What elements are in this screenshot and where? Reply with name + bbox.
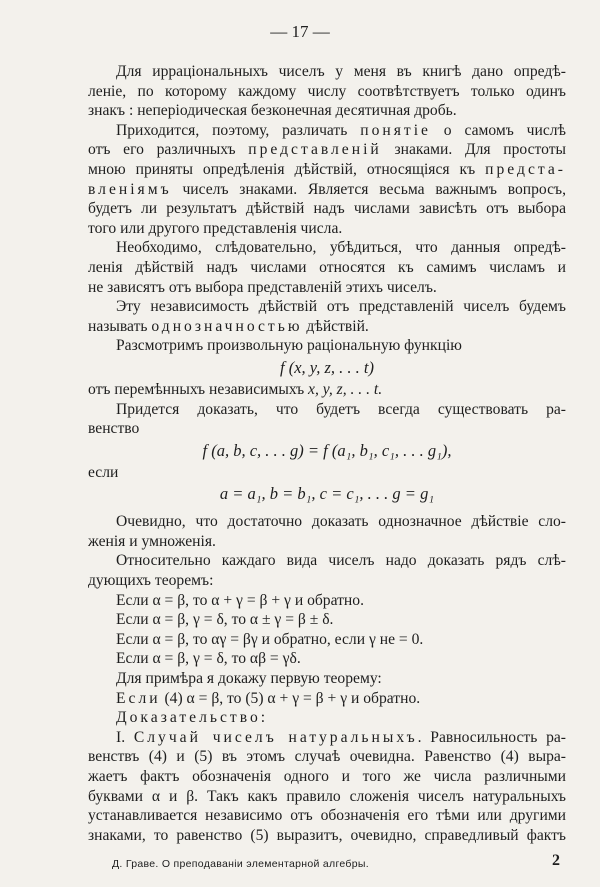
theorem-line (88, 649, 566, 669)
emphasized-term: Случай чиселъ натуральныхъ (133, 728, 418, 746)
text: женія и умноженія. (88, 532, 216, 550)
text: не зависятъ отъ выбора представленій этихъ чиселъ. (88, 278, 437, 296)
emphasized-term: однозначностью (151, 317, 303, 335)
text-line (88, 826, 566, 846)
text: знакъ : неперіодическая безконечная десятичная дробь. (88, 102, 457, 120)
text: того или другого представленія числа. (88, 219, 343, 237)
text: . Равносильность ра- (417, 728, 566, 746)
emphasized-term: вленіямъ (88, 180, 172, 198)
text: Если α = β, γ = δ, то α ± γ = β ± δ. (116, 611, 334, 629)
text: Для ирраціональныхъ чиселъ у меня въ книгѣ дано опредѣ- (116, 63, 566, 80)
text: устанавливается независимо отъ обозначенія его тѣми или другими (88, 807, 566, 825)
text: Для примѣра я докажу первую теорему: (116, 670, 382, 688)
text-line (88, 278, 566, 298)
text: Очевидно, что достаточно доказать однозначное дѣйствіе сло- (116, 513, 566, 531)
signature-mark: 2 (552, 852, 560, 869)
text: венствъ (4) и (5) въ этомъ случаѣ очевидна. Равенство (4) выра- (88, 748, 566, 766)
text-line (88, 238, 566, 258)
text-line (88, 317, 566, 337)
text: буквами α и β. Такъ какъ правило сложенія чиселъ натуральныхъ (88, 787, 566, 805)
text-line (88, 101, 566, 121)
theorem-line (88, 591, 566, 611)
footer-citation: Д. Граве. О преподаваніи элементарной алгебры. (112, 858, 369, 870)
text-line (88, 419, 566, 439)
text: знаками, то равенство (5) выразитъ, очевидно, справедливый фактъ (88, 826, 566, 844)
text: отъ перемѣнныхъ независимыхъ (88, 380, 309, 398)
text-line (88, 463, 566, 483)
text: I. (116, 728, 134, 746)
text-line (88, 160, 566, 180)
text: жаетъ фактъ обозначенія одного и того же числа различными (88, 768, 566, 785)
text: : (260, 709, 266, 727)
text-line (88, 297, 566, 317)
text-line (88, 689, 566, 709)
text: ленiе, по которому каждому числу соотвѣтствуетъ только одинъ (88, 82, 566, 100)
emphasized-term: предста- (485, 160, 566, 178)
formula: f (a, b, c, . . . g) = f (a₁, b₁, c₁, . . . g₁), (202, 440, 452, 460)
text: дѣйствій. (302, 317, 369, 335)
text-line (88, 669, 566, 689)
text: венство (88, 420, 140, 438)
text: Если α = β, то αγ = βγ и обратно, если γ не = 0. (116, 630, 424, 648)
text: Придется доказать, что будетъ всегда существовать ра- (116, 400, 566, 418)
formula: f (x, y, z, . . . t) (280, 357, 374, 377)
text-line (88, 199, 566, 219)
formula: a = a₁, b = b₁, c = c₁, . . . g = g₁ (219, 484, 435, 504)
text: знаками. Для простоты (381, 141, 566, 159)
text-line (88, 787, 566, 807)
text-line (88, 728, 566, 748)
text-line (88, 551, 566, 571)
text: Если α = β, γ = δ, то αβ = γδ. (116, 650, 301, 668)
text-line (88, 400, 566, 420)
text-line (88, 532, 566, 552)
proof-heading: Доказательство (116, 709, 261, 727)
text: о самомъ числѣ (430, 121, 566, 139)
page-body (88, 62, 566, 845)
text-line (88, 747, 566, 767)
text-line (88, 219, 566, 239)
text: Разсмотримъ произвольную раціональную функцію (116, 337, 462, 355)
text-line (88, 140, 566, 160)
text: дующихъ теоремъ: (88, 572, 214, 590)
text-line (88, 82, 566, 102)
text-line (88, 121, 566, 141)
text: Если α = β, то α + γ = β + γ и обратно. (116, 591, 364, 609)
text-line (88, 512, 566, 532)
text: Необходимо, слѣдовательно, убѣдиться, что данныя опредѣ- (116, 239, 566, 257)
emphasized-term: Если (116, 689, 161, 707)
theorem-line (88, 630, 566, 650)
text: (4) α = β, то (5) α + γ = β + γ и обратно. (160, 689, 421, 707)
math-variables: x, y, z, . . . t. (308, 380, 383, 398)
text-line (88, 336, 566, 356)
emphasized-term: понятіе (360, 121, 431, 139)
emphasized-term: представленій (248, 141, 382, 159)
text: ленія дѣйствій надъ числами относятся къ самимъ числамъ и (88, 258, 566, 276)
theorem-line (88, 610, 566, 630)
text-line (88, 380, 566, 400)
text: отъ его различныхъ (88, 141, 249, 159)
text-line (88, 571, 566, 591)
text: мною приняты опредѣленія дѣйствій, относящіяся къ (88, 160, 486, 178)
page-header-number: — 17 — (270, 22, 330, 41)
text: будетъ ли результатъ дѣйствій надъ числами зависѣть отъ выбора (88, 200, 566, 218)
text: Приходится, поэтому, различать (116, 121, 361, 139)
text: чиселъ знаками. Является весьма важнымъ вопросъ, (171, 180, 566, 198)
text-line (88, 767, 566, 787)
text-line (88, 258, 566, 278)
text-line (88, 180, 566, 200)
text-line (88, 806, 566, 826)
text: Относительно каждаго вида чиселъ надо доказать рядъ слѣ- (116, 552, 566, 570)
text: если (88, 463, 119, 481)
text-line (88, 708, 566, 728)
text-line (88, 62, 566, 82)
text: Эту независимость дѣйствій отъ представленій чиселъ будемъ (116, 298, 566, 316)
text: называть (88, 317, 152, 335)
